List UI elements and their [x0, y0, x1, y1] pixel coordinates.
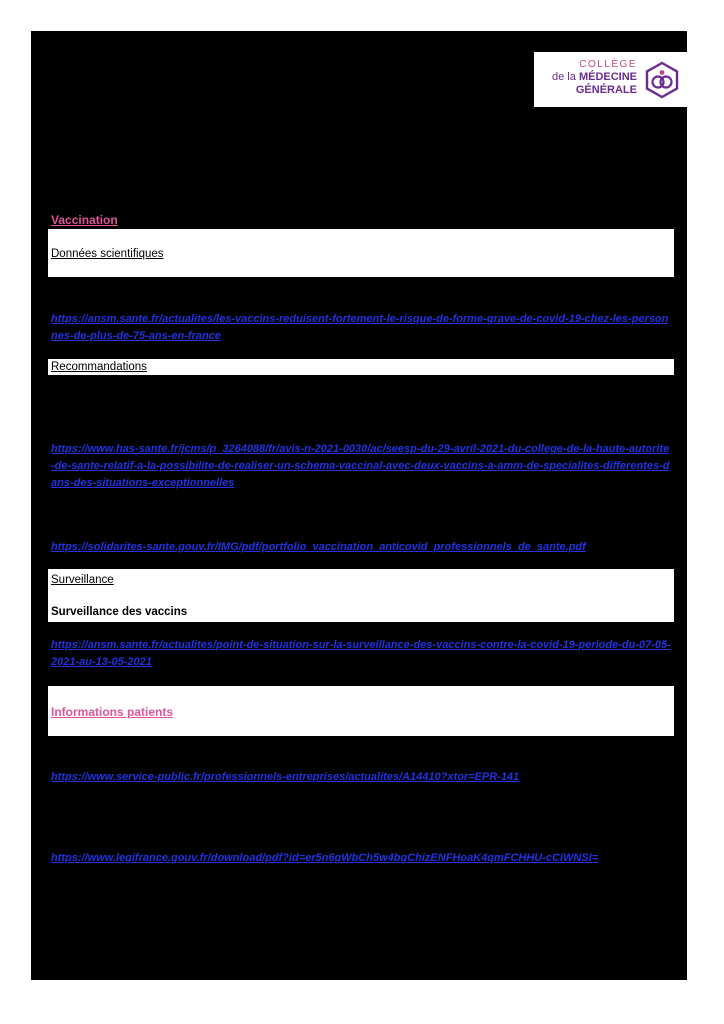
label-surveillance: Surveillance [51, 574, 114, 586]
section-informations-patients: Informations patients [51, 705, 174, 719]
label-donnees-scientifiques: Données scientifiques [51, 248, 164, 260]
logo-wordmark [552, 58, 637, 97]
link-portfolio-vaccination[interactable]: https://solidarites-sante.gouv.fr/IMG/pdf/portfolio_vaccination_anticovid_professionnels_de_sante.pdf [51, 541, 586, 553]
logo-line-1: COLLÈGE [579, 59, 637, 70]
label-recommandations: Recommandations [51, 361, 147, 373]
link-legifrance[interactable]: https://www.legifrance.gouv.fr/download/pdf?id=er5n6gWbCh5w4bgChizENFHoaK4qmFCHHU-cCiWNSI= [51, 852, 599, 864]
link-service-public[interactable]: https://www.service-public.fr/professionnels-entreprises/actualites/A14410?xtor=EPR-141 [51, 771, 520, 783]
section-vaccination: Vaccination [51, 213, 118, 227]
link-ansm-vaccins-75-ans[interactable]: https://ansm.sante.fr/actualites/les-vaccins-reduisent-fortement-le-risque-de-forme-grave-de-covid-19-chez-les-personnes-de-plus-de-75-ans-en-france [51, 313, 669, 342]
link-has-avis-schema-vaccinal[interactable]: https://www.has-sante.fr/jcms/p_3264088/fr/avis-n-2021-0030/ac/seesp-du-29-avril-2021-du-college-de-la-haute-autorite-de-sante-relatif-a-la-possibilite-de-realiser-un-schema-vaccinal-avec-deux-vaccins-a-amm-de-specialites-differentes-dans-des-situations-exceptionnelles [51, 443, 670, 489]
cmg-hexagon-logo-icon [643, 60, 681, 100]
logo-line-2 [552, 71, 637, 84]
link-ansm-point-surveillance[interactable]: https://ansm.sante.fr/actualites/point-de-situation-sur-la-surveillance-des-vaccins-contre-la-covid-19-periode-du-07-05-2021-au-13-05-2021 [51, 639, 671, 668]
college-medecine-generale-logo [534, 52, 687, 107]
document-page [31, 31, 687, 980]
label-surveillance-des-vaccins: Surveillance des vaccins [51, 606, 188, 618]
logo-line-3: GÉNÉRALE [575, 84, 637, 96]
logo-line-2-bold: MÉDECINE [578, 71, 637, 83]
logo-line-2-prefix: de la [552, 71, 576, 83]
